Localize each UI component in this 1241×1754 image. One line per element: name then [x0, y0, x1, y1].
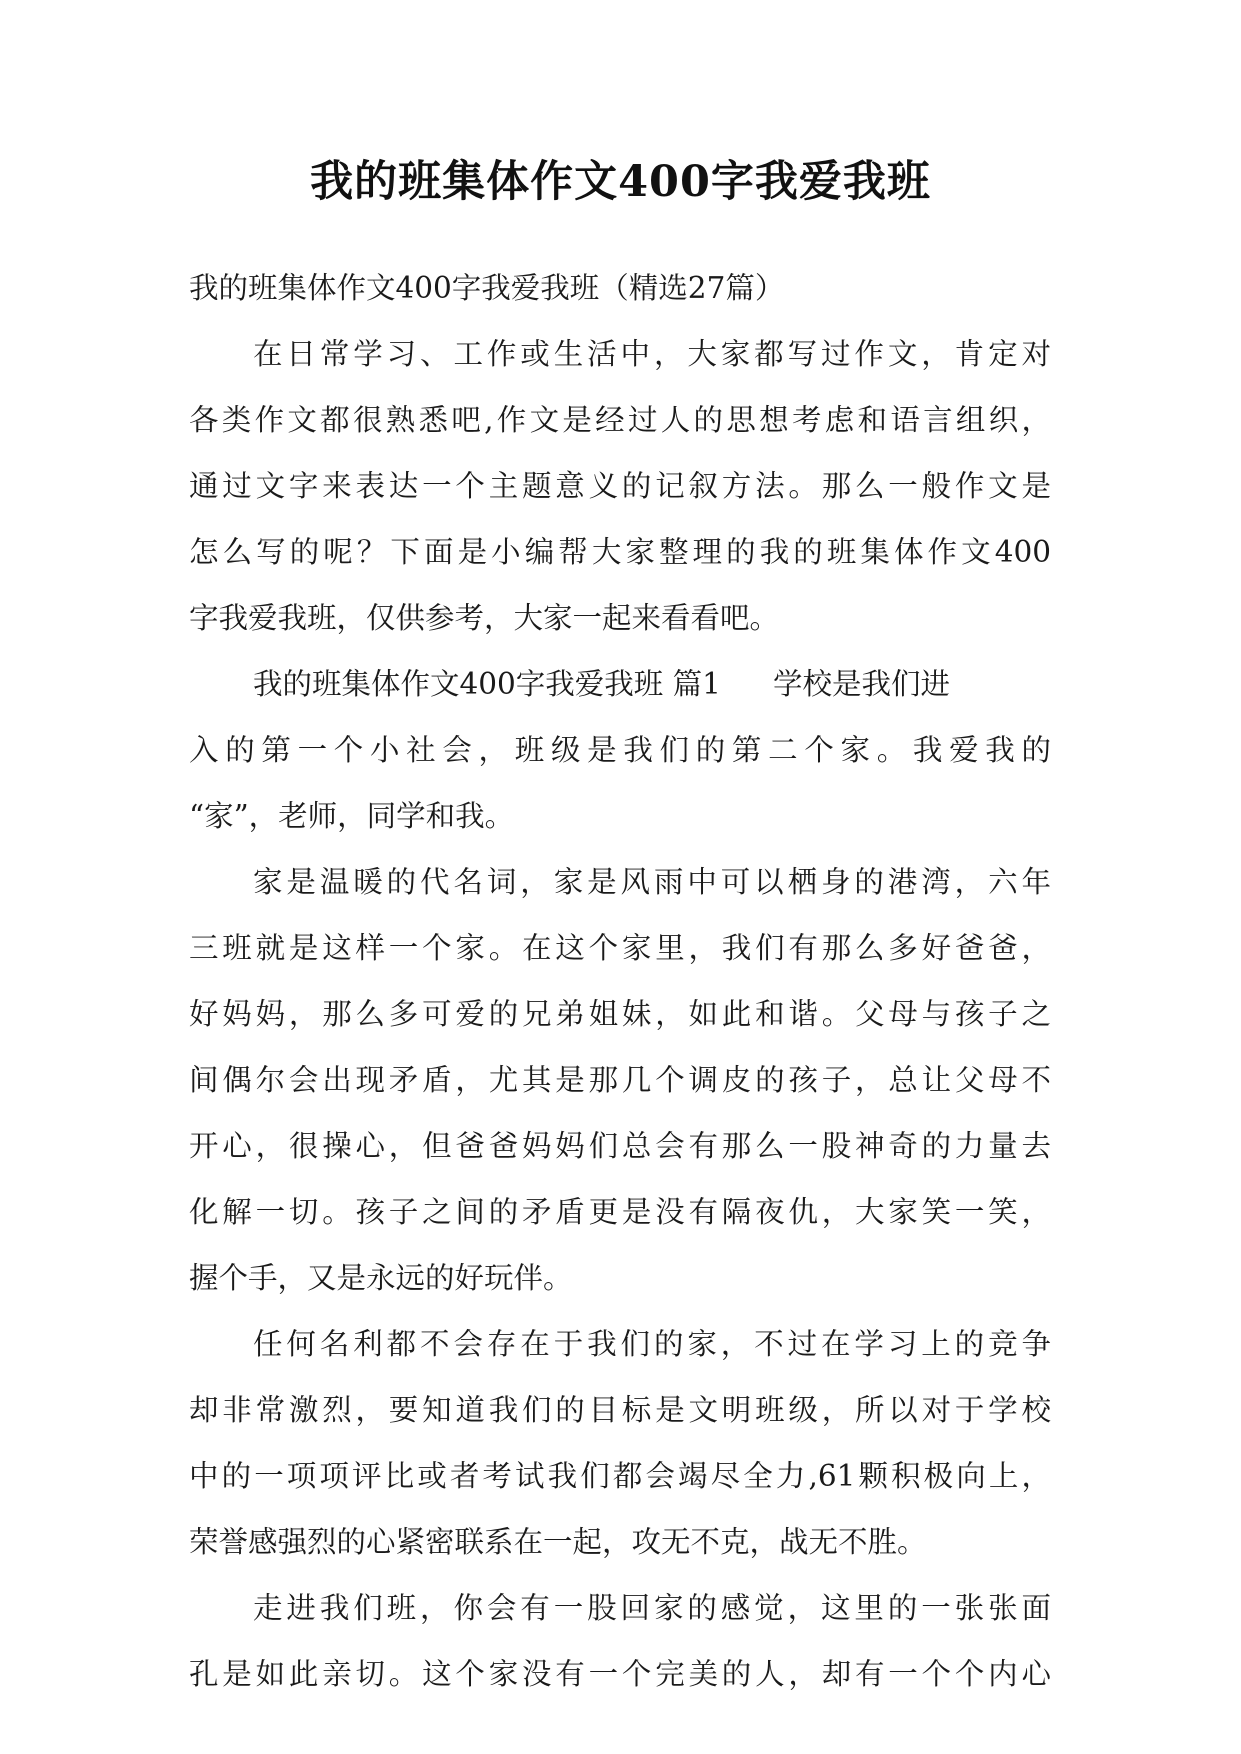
text-line: 三班就是这样一个家。在这个家里，我们有那么多好爸爸，: [189, 931, 1051, 965]
text-line: 家是温暖的代名词，家是风雨中可以栖身的港湾，六年: [253, 865, 1051, 899]
text-line: 开心，很操心，但爸爸妈妈们总会有那么一股神奇的力量去: [189, 1129, 1051, 1163]
intro-paragraph: [189, 321, 1051, 651]
article-paragraph-2: [189, 849, 1051, 1311]
text-line: 中的一项项评比或者考试我们都会竭尽全力,61颗积极向上，: [189, 1459, 1051, 1493]
article-paragraph-4: [189, 1575, 1051, 1707]
text-line: 入的第一个小社会，班级是我们的第二个家。我爱我的: [189, 733, 1051, 767]
document-body: [189, 255, 1051, 1707]
text-line: 字我爱我班，仅供参考，大家一起来看看吧。: [189, 601, 780, 635]
text-line: 化解一切。孩子之间的矛盾更是没有隔夜仇，大家笑一笑，: [189, 1195, 1051, 1229]
text-segment: 学校是我们进: [772, 667, 950, 701]
text-line: 怎么写的呢？下面是小编帮大家整理的我的班集体作文400: [189, 535, 1051, 569]
article-paragraph-1: [189, 651, 1051, 849]
text-line: 却非常激烈，要知道我们的目标是文明班级，所以对于学校: [189, 1393, 1051, 1427]
text-line: 荣誉感强烈的心紧密联系在一起，攻无不克，战无不胜。: [189, 1525, 927, 1559]
text-line: 好妈妈，那么多可爱的兄弟姐妹，如此和谐。父母与孩子之: [189, 997, 1051, 1031]
text-line: 在日常学习、工作或生活中，大家都写过作文，肯定对: [253, 337, 1051, 371]
document-title: 我的班集体作文400字我爱我班: [310, 157, 931, 207]
text-line: 间偶尔会出现矛盾，尤其是那几个调皮的孩子，总让父母不: [189, 1063, 1051, 1097]
text-line: 握个手，又是永远的好玩伴。: [189, 1261, 573, 1295]
text-line: “家”，老师，同学和我。: [189, 799, 515, 833]
text-line: 各类作文都很熟悉吧,作文是经过人的思想考虑和语言组织，: [189, 403, 1051, 437]
text-line: 孔是如此亲切。这个家没有一个完美的人，却有一个个内心: [189, 1657, 1051, 1691]
article-heading-line: [189, 651, 1051, 717]
text-line: 走进我们班，你会有一股回家的感觉，这里的一张张面: [253, 1591, 1051, 1625]
text-line: 通过文字来表达一个主题意义的记叙方法。那么一般作文是: [189, 469, 1051, 503]
text-line: 任何名利都不会存在于我们的家，不过在学习上的竞争: [253, 1327, 1051, 1361]
document-subtitle: 我的班集体作文400字我爱我班（精选27篇）: [189, 271, 785, 305]
article-paragraph-3: [189, 1311, 1051, 1575]
article-heading: 我的班集体作文400字我爱我班 篇1: [253, 667, 721, 701]
